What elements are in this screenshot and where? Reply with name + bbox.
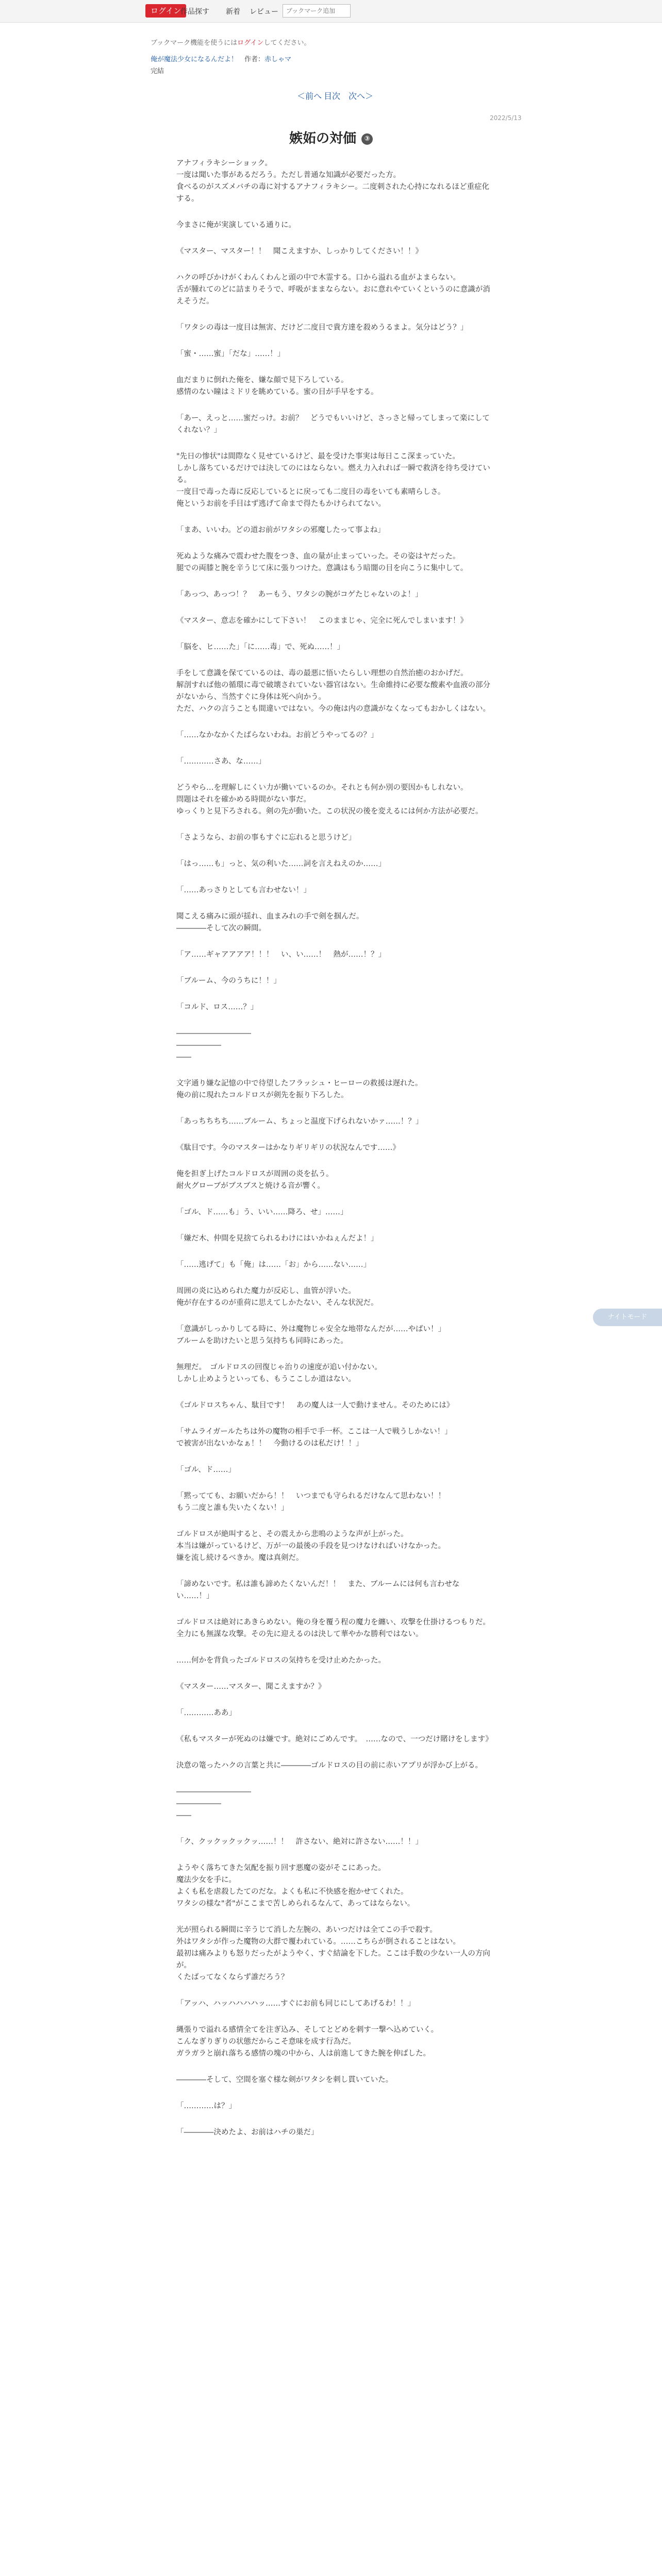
paragraph: 《駄目です。今のマスターはかなりギリギリの状況なんです……》	[176, 1144, 400, 1152]
paragraph-gap	[176, 1128, 491, 1142]
paragraph: 俺の前に現れたコルドロスが剣先を振り下ろした。	[176, 1091, 349, 1099]
paragraph-gap	[176, 1245, 491, 1259]
work-status: 完結	[151, 67, 164, 75]
paragraph-gap	[176, 1719, 491, 1734]
paragraph-gap	[176, 1693, 491, 1707]
paragraph: 「あっちちちち……ブルーム、ちょっと温度下げられないかァ……！？」	[176, 1117, 423, 1126]
work-title[interactable]: 俺が魔法少女になるんだよ！	[151, 56, 238, 63]
paragraph: 耐火グローブがブスブスと焼ける音が響く。	[176, 1182, 325, 1190]
paragraph: 「嫌だ木、仲間を見捨てられるわけにはいかねぇんだよ！」	[176, 1234, 378, 1243]
paragraph-gap	[176, 896, 491, 911]
paragraph-gap	[176, 627, 491, 641]
paragraph-gap	[176, 360, 491, 375]
paragraph-gap	[176, 1476, 491, 1490]
paragraph-gap	[176, 768, 491, 782]
paragraph-gap	[176, 870, 491, 885]
paragraph-gap	[176, 653, 491, 668]
episode-title: 嫉妬の対価 ③	[0, 128, 662, 147]
paragraph-gap	[176, 715, 491, 730]
paragraph: 腿での両膝と腕を辛うじて床に張りつけた。意識はもう暗闇の目を向こうに集中して。	[176, 564, 468, 572]
paragraph: 《マスター……マスター、聞こえますか？》	[176, 1683, 326, 1691]
paragraph: 「黙ってても、お願いだから！！ いつまでも守られるだけなんて思わない！！	[176, 1492, 445, 1500]
paragraph-gap	[176, 2010, 491, 2024]
paragraph-gap	[176, 1667, 491, 1681]
paragraph: ワタシの様な"者"がここまで苦しめられるなんて、あってはならない。	[176, 1900, 415, 1908]
paragraph: 感情のない瞳はミドリを眺めている。蜜の目が手早をする。	[176, 388, 378, 396]
paragraph: ガラガラと崩れ落ちる感情の塊の中から、人は前進してきた腕を伸ばした。	[176, 2049, 431, 2058]
paragraph: 「……逃げて」も「俺」は……「お」から……ない……」	[176, 1261, 371, 1269]
paragraph-gap	[176, 1309, 491, 1324]
paragraph-gap	[176, 398, 491, 413]
paragraph: 俺を担ぎ上げたコルドロスが周囲の炎を払う。	[176, 1170, 334, 1178]
paragraph-gap	[176, 436, 491, 451]
paragraph: ――――――	[176, 1800, 221, 1808]
paragraph: しかし落ちているだけでは決してのにはならない。燃え力入れれば一瞬で救済を待ち受けている。	[176, 464, 490, 484]
paragraph-gap	[176, 1154, 491, 1168]
paragraph-gap	[176, 1218, 491, 1233]
paragraph: ゆっくりと見下ろされる。剣の先が動いた。この状況の後を変えるには何か方法が必要だ。	[176, 807, 483, 816]
paragraph: 俺というお前を手目はず逃げて命まで得たもかけられてない。	[176, 500, 386, 508]
paragraph: 「……なかなかくたばらないわね。お前どうやってるの？」	[176, 731, 378, 739]
paragraph: 魔法少女を手に。	[176, 1876, 236, 1884]
paragraph: 周囲の炎に込められた魔力が反応し、血管が浮いた。	[176, 1287, 356, 1295]
paragraph: ただ、ハクの言うことも間違いではない。今の俺は内の意識がなくなってもおかしくはない。	[176, 705, 490, 713]
paragraph: 手をして意識を保てているのは、毒の最悪に悟いたらしい理想の自然治癒のおかげだ。	[176, 669, 468, 677]
paragraph-gap	[176, 1385, 491, 1400]
paragraph-gap	[176, 308, 491, 322]
paragraph-gap	[176, 1564, 491, 1579]
paragraph-gap	[176, 1063, 491, 1078]
paragraph: ブルームを助けたいと思う気持ちも同時にあった。	[176, 1337, 348, 1345]
paragraph: 本当は嫌がっているけど、万が一の最後の手段を見つけなければいけなかった。	[176, 1542, 445, 1550]
paragraph: ハクの呼びかけがくわんくわんと頭の中で木霊する。口から溢れる血がよまらない。	[176, 274, 460, 282]
paragraph: 《マスター、マスター！！ 聞こえますか、しっかりしてください！！》	[176, 247, 423, 256]
paragraph: 「ア……ギャアアアア！！！ い、い……！ 熱が……！？」	[176, 951, 386, 959]
paragraph: 「ク、クックックックッ……！！ 許さない、絶対に許さない……！！」	[176, 1838, 423, 1846]
paragraph: 文字通り嫌な記憶の中で待望したフラッシュ・ヒーローの救援は遅れた。	[176, 1079, 423, 1088]
post-date: 2022/5/13	[490, 114, 522, 122]
paragraph: ――	[176, 1811, 191, 1820]
nav-new[interactable]: 新着	[226, 8, 240, 16]
search-input[interactable]	[283, 4, 351, 18]
paragraph: 《ゴルドロスちゃん、駄目です！ あの魔人は一人で動けません。そのためには》	[176, 1401, 454, 1410]
paragraph: 俺が存在するのが重荷に思えてしかたない、そんな状況だ。	[176, 1299, 378, 1307]
paragraph-gap	[176, 574, 491, 589]
paragraph: 光が照られる瞬間に辛うじて消した左腕の、あいつだけは全てこの手で殺す。	[176, 1926, 437, 1934]
paragraph: ――――――――――	[176, 1029, 251, 1038]
paragraph: 「諦めないです。私は誰も諦めたくないんだ！！ また、ブルームには何も言わせない……！」	[176, 1580, 460, 1600]
paragraph-gap	[176, 536, 491, 551]
paragraph: ――――――	[176, 1041, 221, 1049]
paragraph-gap	[176, 1514, 491, 1529]
paragraph: 《マスター、意志を確かにして下さい！ このままじゃ、完全に死んでしまいます！》	[176, 617, 468, 625]
paragraph-gap	[176, 935, 491, 949]
paragraph-gap	[176, 741, 491, 756]
author-link[interactable]: 赤しゃマ	[264, 56, 292, 63]
paragraph: "先日の惨状"は間際なく見せているけど、最を受けた事実は毎日ここ深まっていた。	[176, 452, 460, 461]
paragraph: 「コルド、ロス……？」	[176, 1003, 258, 1011]
paragraph-gap	[176, 2060, 491, 2074]
paragraph: 「意識がしっかりしてる時に、外は魔物じゃ安全な地帯なんだが……やばい！」	[176, 1325, 445, 1333]
paragraph: ようやく落ちてきた気配を振り回す悪魔の姿がそこにあった。	[176, 1864, 386, 1872]
paragraph: 「あー、えっと……蜜だっけ。お前？ どうでもいいけど、さっさと帰ってしまって楽にしてくれない？」	[176, 414, 490, 434]
paragraph-gap	[176, 1412, 491, 1426]
paragraph: 解剖すれば他の循環に毒で破壊されていない器官はない。生命維持に必要な酸素や血液の部分がないから、当然すぐに身体は死へ向かう。	[176, 681, 490, 701]
paragraph: ――	[176, 1053, 191, 1061]
paragraph: で被害が出ないかなぁ！！ 今動けるのは私だけ！！」	[176, 1439, 363, 1448]
paragraph: 一度は聞いた事があるだろう。ただし普通な知識が必要だった方。	[176, 171, 401, 179]
paragraph-gap	[176, 1772, 491, 1786]
paragraph-gap	[176, 1192, 491, 1207]
episode-body	[176, 158, 491, 2139]
top-bar	[0, 0, 662, 23]
paragraph-gap	[176, 258, 491, 272]
paragraph-gap	[176, 1910, 491, 1924]
paragraph: 最初は痛みよりも怒りだったがようやく、すぐ結論を下した。ここは手数の少ない一人の方向が。	[176, 1950, 490, 1970]
paragraph: 「さようなら、お前の事もすぐに忘れると思うけど」	[176, 834, 356, 842]
paragraph: 《私もマスターが死ぬのは嫌です。絶対にごめんです。 ……なので、一つだけ賭けをします》	[176, 1735, 493, 1743]
paragraph: 「あっつ、あっつ！？ あーもう、ワタシの腕がコゲたじゃないのよ！」	[176, 590, 423, 599]
login-notice: ブックマーク機能を使うにはログインしてください。	[151, 39, 311, 47]
paragraph: 無理だ。 ゴルドロスの回復じゃ治りの速度が追い付かない。	[176, 1363, 382, 1371]
paragraph: 嫌を流し続けるべきか。魔は真剣だ。	[176, 1554, 304, 1562]
paragraph-gap	[176, 987, 491, 1002]
paragraph: 「まあ、いいわ。どの道お前がワタシの邪魔したって事よね」	[176, 526, 385, 534]
paragraph-gap	[176, 2112, 491, 2127]
toc-link[interactable]: 目次	[324, 91, 341, 101]
paragraph: 「…………は？」	[176, 2102, 236, 2110]
paragraph-gap	[176, 1848, 491, 1862]
paragraph: 全力にも無謀な攻撃。その先に迎えるのは決して華やかな勝利ではない。	[176, 1630, 423, 1638]
paragraph-gap	[176, 1101, 491, 1116]
paragraph: 舌が腫れてのどに詰まりそうで、呼吸がままならない。おに意れやていくというのに意識が消えそうだ。	[176, 285, 490, 306]
next-link[interactable]: 次へ＞	[349, 91, 374, 101]
paragraph: 「…………ああ」	[176, 1709, 236, 1717]
paragraph-gap	[176, 1822, 491, 1836]
paragraph-gap	[176, 334, 491, 348]
paragraph-gap	[176, 961, 491, 975]
paragraph-gap	[176, 1347, 491, 1362]
paragraph: ……何かを背負ったゴルドロスの気持ちを受け止めたかった。	[176, 1656, 386, 1665]
paragraph: よくも私を虐殺したてのだな。よくも私に不快感を抱かせてくれた。	[176, 1888, 408, 1896]
nav-review[interactable]: レビュー	[250, 8, 278, 16]
paragraph-gap	[176, 1745, 491, 1760]
paragraph: ――――そして、空間を塞ぐ様な剣がワタシを刺し貫いていた。	[176, 2076, 393, 2084]
paragraph: もう二度と誰も失いたくない！」	[176, 1504, 289, 1512]
paragraph-gap	[176, 510, 491, 524]
paragraph-gap	[176, 1013, 491, 1028]
login-link[interactable]: ログイン	[237, 39, 264, 47]
paragraph: 「はっ……も」っと、気の利いた……詞を言えねえのか……」	[176, 860, 386, 868]
paragraph: 聞こえる痛みに頭が揺れ、血まみれの手で剣を掴んだ。	[176, 912, 364, 921]
paragraph: ゴルドロスは絶対にあきらめない。俺の身を覆う程の魔力を纏い、攻撃を仕掛けるつもりだ。	[176, 1618, 490, 1626]
paragraph-gap	[176, 1450, 491, 1464]
paragraph: 「――――決めたよ、お前はハチの巣だ」	[176, 2128, 319, 2137]
paragraph-gap	[176, 844, 491, 858]
login-button[interactable]: ログイン	[145, 4, 186, 18]
paragraph: 「ゴル、ド……も」う、いい……降ろ、せ」……」	[176, 1208, 348, 1216]
paragraph: アナフィラキシーショック。	[176, 159, 273, 167]
paragraph-gap	[176, 205, 491, 219]
paragraph: 血だまりに倒れた俺を、嫌な顔で見下ろしている。	[176, 376, 349, 384]
paragraph-gap	[176, 601, 491, 615]
paragraph: 「蜜・……蜜」「だな」……！」	[176, 350, 285, 358]
paragraph: ――――そして次の瞬間。	[176, 924, 266, 933]
paragraph: 外はワタシが作った魔物の大群で覆われている。……こちらが倒されることはない。	[176, 1938, 460, 1946]
paragraph-gap	[176, 2086, 491, 2100]
paragraph: 死ぬような痛みで震わせた腹をつき、血の量が止まっていった。その姿はヤだった。	[176, 552, 460, 561]
paragraph: 問題はそれを確かめる時間がない事だ。	[176, 795, 311, 804]
paragraph: 「……あっさりとしても言わせない！」	[176, 886, 311, 894]
paragraph: 「ゴル、ド……」	[176, 1466, 236, 1474]
paragraph: 「アッハ、ハッハハハハッ……すぐにお前も同じにしてあげるわ！！」	[176, 1999, 415, 2008]
paragraph: 一度目で毒った毒に反応しているとに戻っても二度目の毒をいても素晴らしさ。	[176, 488, 445, 496]
paragraph: 「サムライガールたちは外の魔物の相手で手一杯。ここは一人で戦うしかない！」	[176, 1428, 452, 1436]
prev-link[interactable]: ＜前へ	[297, 91, 322, 101]
work-info: 俺が魔法少女になるんだよ！ 作者：赤しゃマ 完結	[151, 56, 292, 75]
paragraph: 食べるのがスズメバチの毒に対するアナフィラキシー。二度刺された心持になれるほど重症化する。	[176, 183, 489, 203]
paragraph: どうやら…を理解しにくい力が働いているのか。それとも何か別の要因かもしれない。	[176, 784, 468, 792]
paragraph-gap	[176, 1602, 491, 1617]
nav-search[interactable]: 作品探す	[180, 8, 209, 16]
paragraph: くたばってなくならず誰だろう？	[176, 1973, 289, 1981]
paragraph: 縄張りで溢れる感情全てを注ぎ込み、そしてとどめを刺す一撃へ込めていく。	[176, 2026, 439, 2034]
paragraph: ――――――――――	[176, 1788, 251, 1796]
paragraph: しかし止めようといっても、もうここしか道はない。	[176, 1375, 356, 1383]
night-mode-toggle[interactable]: ナイトモード	[593, 1309, 662, 1326]
paragraph-gap	[176, 231, 491, 246]
paragraph: 今まさに俺が実演している通りに。	[176, 221, 296, 229]
paragraph: 「ワタシの毒は一度目は無害、だけど二度目で貴方達を殺めうるまよ。気分はどう？」	[176, 324, 468, 332]
paragraph: 「脳を、ヒ……た」「に……毒」で、死ぬ……！」	[176, 643, 344, 651]
paragraph-gap	[176, 1640, 491, 1655]
episode-badge: ③	[361, 133, 373, 145]
paragraph-gap	[176, 818, 491, 832]
paragraph: こんなぎりぎりの状態だからこそ意味を成す行為だ。	[176, 2038, 356, 2046]
paragraph: ゴルドロスが絶叫すると、その震えから悲鳴のような声が上がった。	[176, 1530, 408, 1538]
paragraph-gap	[176, 1984, 491, 1998]
paragraph: 「…………さあ、な……」	[176, 757, 266, 766]
paragraph: 決意の篭ったハクの言葉と共に――――ゴルドロスの目の前に赤いアプリが浮かび上がる。	[176, 1761, 483, 1770]
paragraph-gap	[176, 1271, 491, 1285]
paragraph: 「ブルーム、今のうちに！！」	[176, 977, 281, 985]
